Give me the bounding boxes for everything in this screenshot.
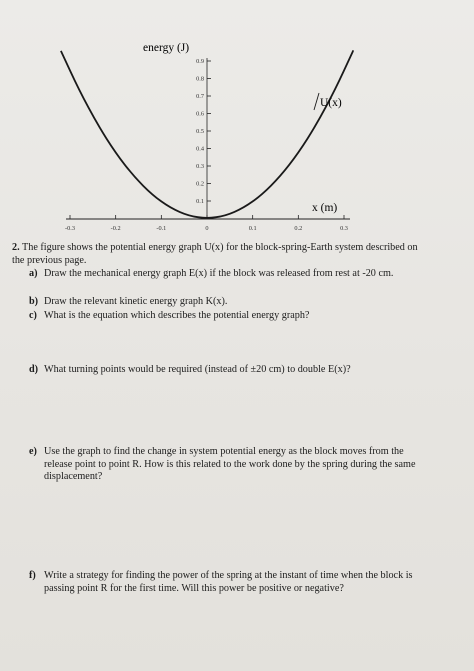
y-axis-ticks: [196, 58, 211, 205]
y-tick-label: 0.6: [196, 110, 204, 118]
y-tick-label: 0.1: [196, 198, 204, 206]
question-a: [29, 268, 424, 281]
x-tick-label: 0.1: [248, 225, 257, 232]
curve-label: U(x): [320, 97, 342, 109]
x-tick-label: 0: [205, 225, 209, 232]
problem-statement: [12, 242, 432, 267]
question-f-label: f): [29, 570, 36, 581]
x-tick-label: -0.2: [110, 225, 121, 232]
problem-number: 2.: [12, 242, 20, 253]
y-tick-label: 0.9: [196, 58, 204, 66]
y-tick-label: 0.7: [196, 93, 204, 101]
x-tick-label: 0.3: [340, 225, 348, 232]
question-d-text: What turning points would be required (instead of ±20 cm) to double E(x)?: [44, 364, 351, 375]
y-tick-label: 0.5: [196, 128, 204, 136]
y-tick-label: 0.2: [196, 180, 204, 188]
question-c-label: c): [29, 310, 37, 321]
x-tick-label: -0.3: [65, 225, 75, 232]
x-tick-label: -0.1: [156, 225, 167, 232]
x-tick-label: 0.2: [294, 225, 303, 232]
x-axis-label: x (m): [312, 202, 338, 214]
question-b-text: Draw the relevant kinetic energy graph K(x).: [44, 296, 228, 307]
question-b: [29, 296, 424, 309]
question-f: [29, 570, 424, 595]
curve-label-pointer: [314, 93, 319, 110]
y-tick-label: 0.3: [196, 163, 204, 171]
question-e-label: e): [29, 446, 37, 457]
question-c: [29, 310, 424, 323]
question-d: [29, 364, 424, 377]
question-e: [29, 446, 424, 484]
question-f-text: Write a strategy for finding the power of the spring at the instant of time when the block is passing point R for the first time. Will this power be positive or negative?: [44, 570, 413, 594]
y-axis-label: energy (J): [143, 42, 190, 54]
y-tick-label: 0.8: [196, 75, 204, 83]
question-a-text: Draw the mechanical energy graph E(x) if the block was released from rest at -20 cm.: [44, 268, 394, 279]
question-d-label: d): [29, 364, 39, 375]
potential-energy-graph: [0, 0, 474, 240]
question-a-label: a): [29, 268, 38, 279]
problem-intro-text: The figure shows the potential energy graph U(x) for the block-spring-Earth system described on the previous page.: [12, 242, 418, 266]
question-c-text: What is the equation which describes the potential energy graph?: [44, 310, 310, 321]
y-tick-label: 0.4: [196, 145, 204, 153]
question-e-text: Use the graph to find the change in system potential energy as the block moves from the release point to point R. How is this related to the work done by the spring during the same displacement?: [44, 446, 416, 483]
question-b-label: b): [29, 296, 39, 307]
